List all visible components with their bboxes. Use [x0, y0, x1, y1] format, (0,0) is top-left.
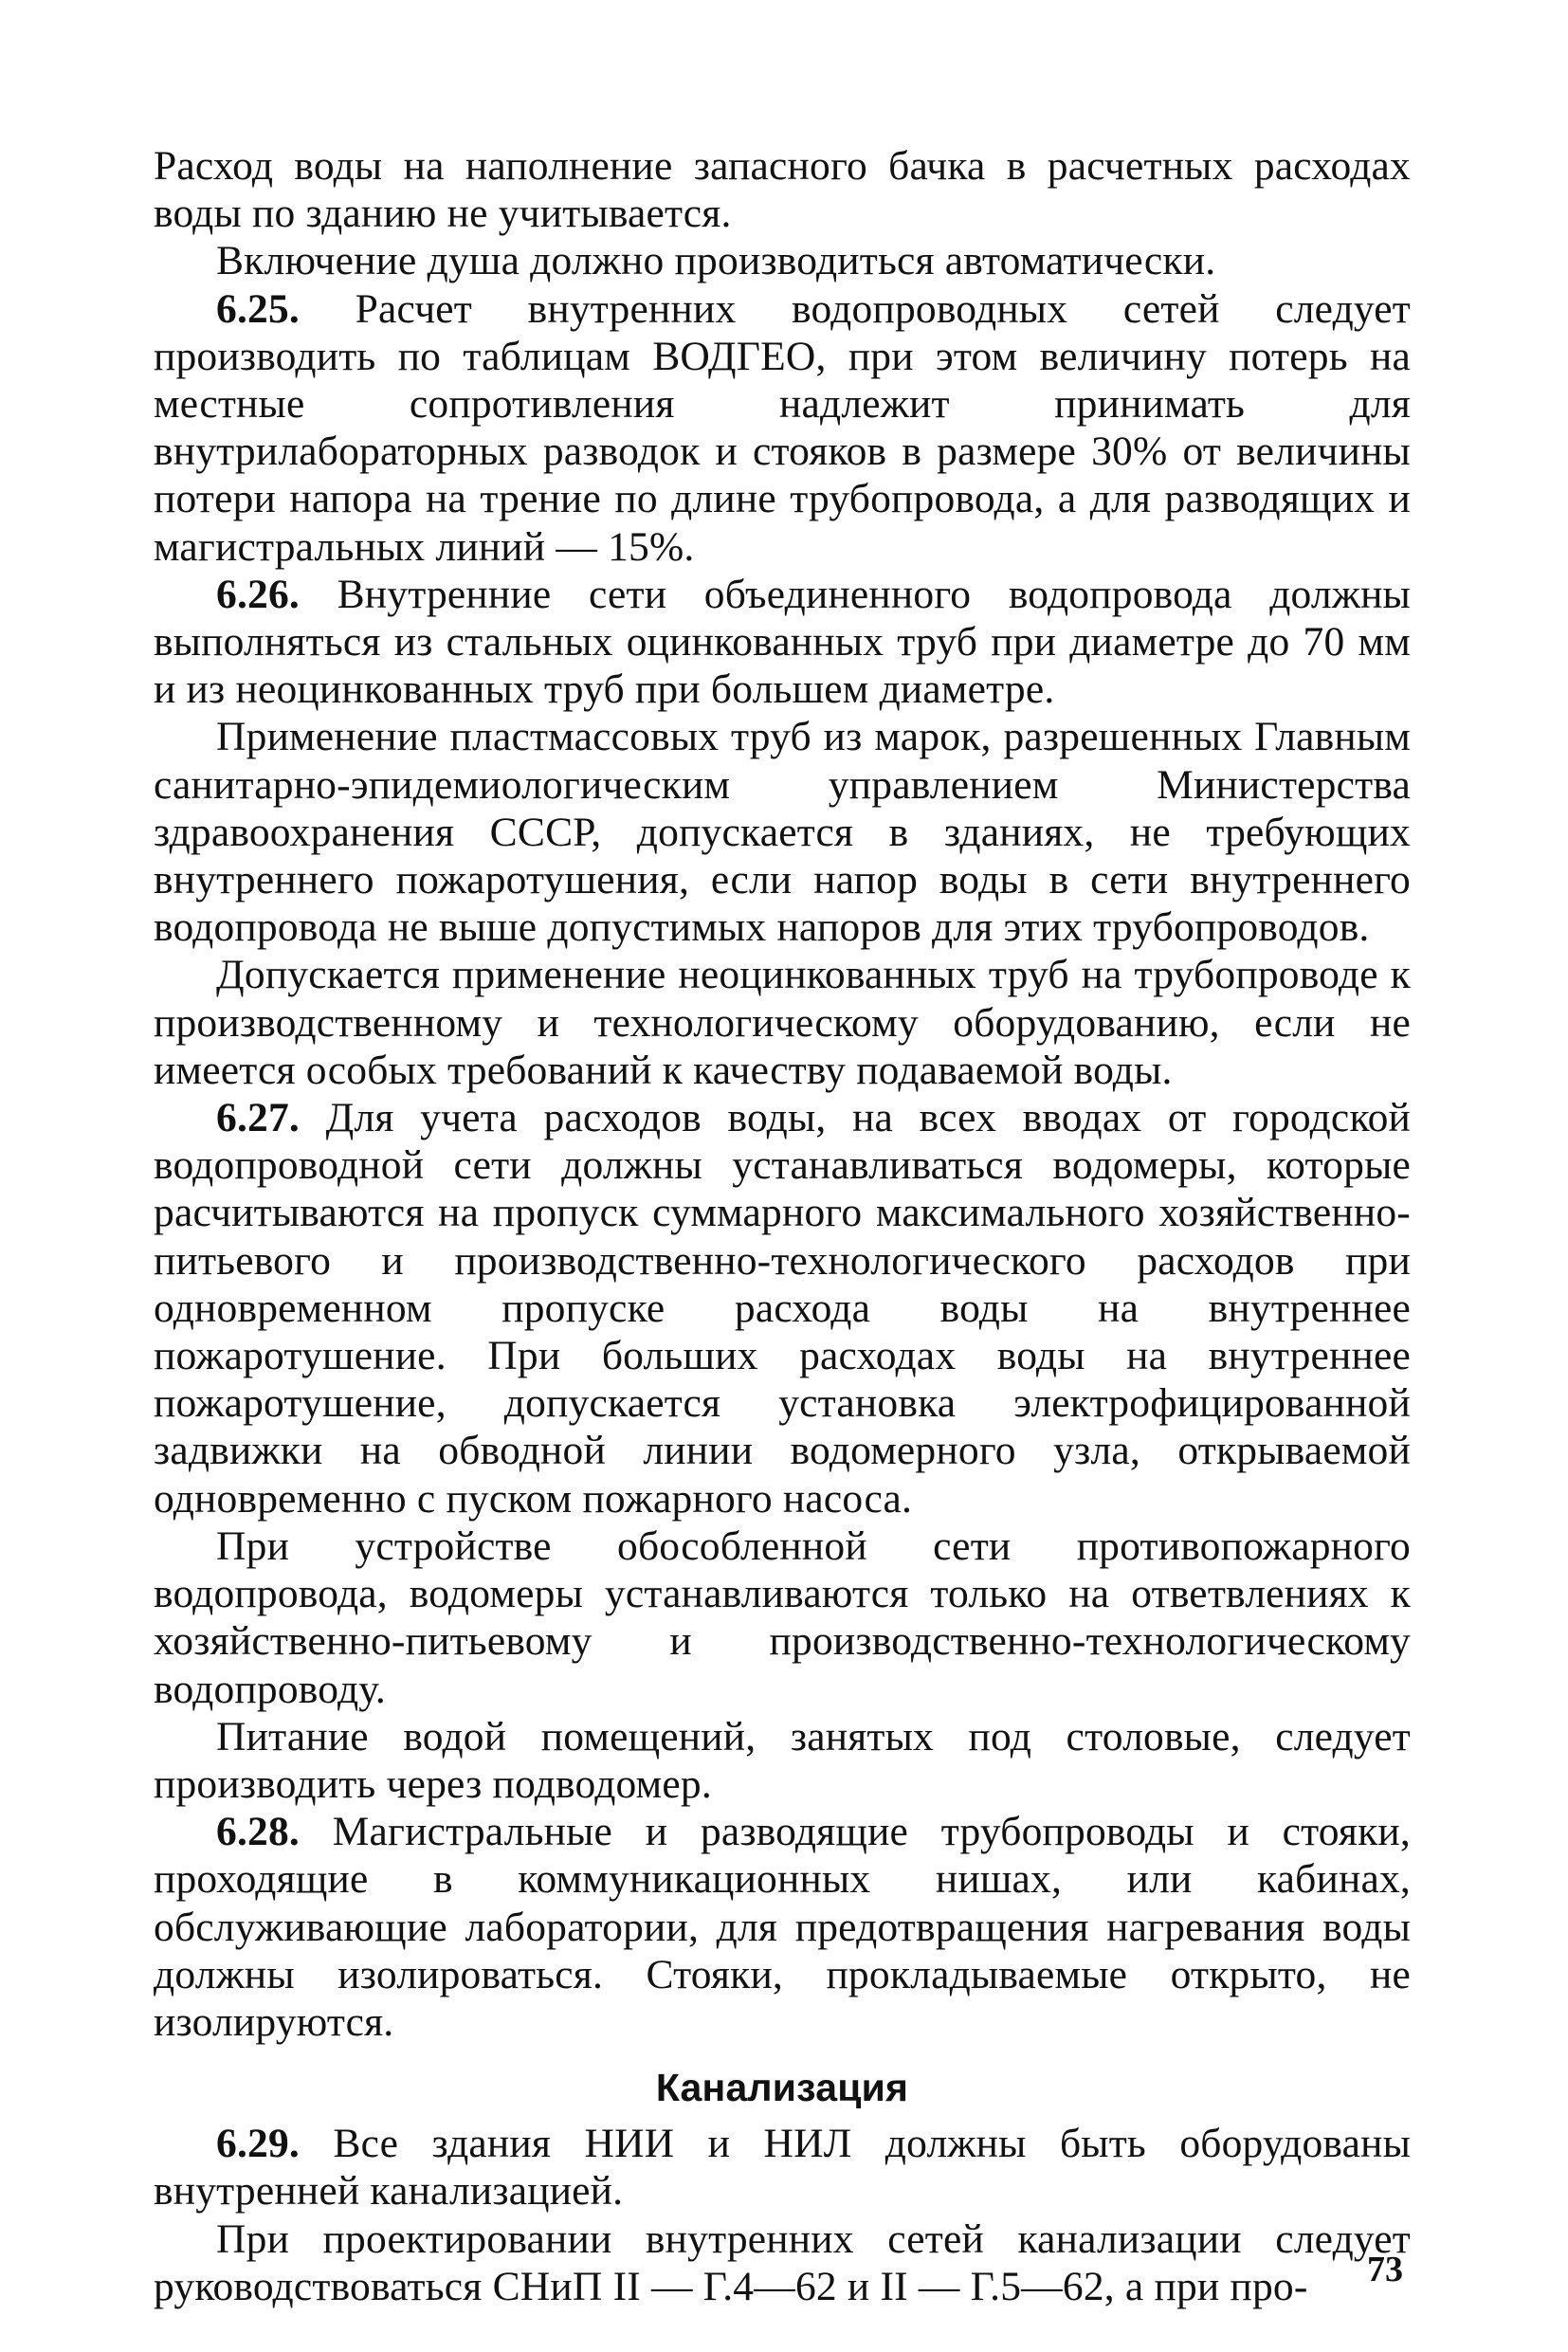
paragraph-text: Магистральные и разводящие трубопроводы и стояки, проходящие в коммуникационных нишах, или кабинах, обслуживающие лаборатории, для предотвращения нагревания воды должны изолироваться. Стояки, прокладываемые открыто, не изолируются. [154, 1809, 1411, 2045]
clause-number: 6.28. [216, 1809, 300, 1855]
paragraph-text: При проектировании внутренних сетей канализации следует руководствоваться СНиП II — Г.4—62 и II — Г.5—62, а при про- [154, 2215, 1411, 2309]
paragraph-text: Внутренние сети объединенного водопровода должны выполняться из стальных оцинкованных труб при диаметре до 70 мм и из неоцинкованных труб при большем диаметре. [154, 571, 1411, 713]
paragraph [154, 237, 1411, 284]
paragraph [154, 571, 1411, 714]
paragraph [154, 2120, 1411, 2215]
clause-number: 6.26. [216, 571, 300, 617]
section-heading: Канализация [655, 2066, 909, 2110]
paragraph [154, 142, 1411, 237]
paragraph [154, 285, 1411, 571]
paragraph-text: Расчет внутренних водопроводных сетей следует производить по таблицам ВОДГЕО, при этом величину потерь на местные сопротивления надлежит принимать для внутрилабораторных разводок и стояков в размере 30% от величины потери напора на трение по длине трубопровода, а для разводящих и магистральных линий — 15%. [154, 285, 1411, 570]
paragraph-text: Применение пластмассовых труб из марок, разрешенных Главным санитарно-эпидемиологическим управлением Министерства здравоохранения СССР, допускается в зданиях, не требующих внутреннего пожаротушения, если напор воды в сети внутреннего водопровода не выше допустимых напоров для этих трубопроводов. [154, 714, 1411, 951]
paragraph-text: Допускается применение неоцинкованных труб на трубопроводе к производственному и технологическому оборудованию, если не имеется особых требований к качеству подаваемой воды. [154, 952, 1411, 1093]
clause-number: 6.25. [216, 285, 300, 332]
paragraphs-after-heading [154, 2120, 1411, 2310]
paragraph-text: Для учета расходов воды, на всех вводах от городской водопроводной сети должны устанавливаться водомеры, которые расчитываются на пропуск суммарного максимального хозяйственно-питьевого и производственно-технологического расходов при одновременном пропуске расхода воды на внутреннее пожаротушение. При больших расходах воды на внутреннее пожаротушение, допускается установка электрофицированной задвижки на обводной линии водомерного узла, открываемой одновременно с пуском пожарного насоса. [154, 1095, 1411, 1522]
paragraph-text: Включение душа должно производиться автоматически. [216, 238, 1216, 284]
clause-number: 6.29. [216, 2121, 300, 2167]
paragraph [154, 951, 1411, 1094]
paragraph [154, 1713, 1411, 1808]
paragraph [154, 1094, 1411, 1522]
paragraph [154, 1808, 1411, 2046]
page-number: 73 [1367, 2250, 1403, 2289]
paragraph [154, 2215, 1411, 2310]
paragraph-text: Питание водой помещений, занятых под столовые, следует производить через подводомер. [154, 1713, 1411, 1807]
paragraph [154, 713, 1411, 951]
paragraph-text: При устройстве обособленной сети противопожарного водопровода, водомеры устанавливаются только на ответвлениях к хозяйственно-питьевому и производственно-технологическому водопроводу. [154, 1522, 1411, 1712]
clause-number: 6.27. [216, 1095, 300, 1141]
paragraphs-before-heading [154, 142, 1411, 2046]
paragraph-text: Все здания НИИ и НИЛ должны быть оборудованы внутренней канализацией. [154, 2121, 1411, 2215]
page-text [154, 142, 1411, 2310]
paragraph [154, 1522, 1411, 1713]
paragraph-text: Расход воды на наполнение запасного бачка в расчетных расходах воды по зданию не учитывается. [154, 143, 1411, 237]
